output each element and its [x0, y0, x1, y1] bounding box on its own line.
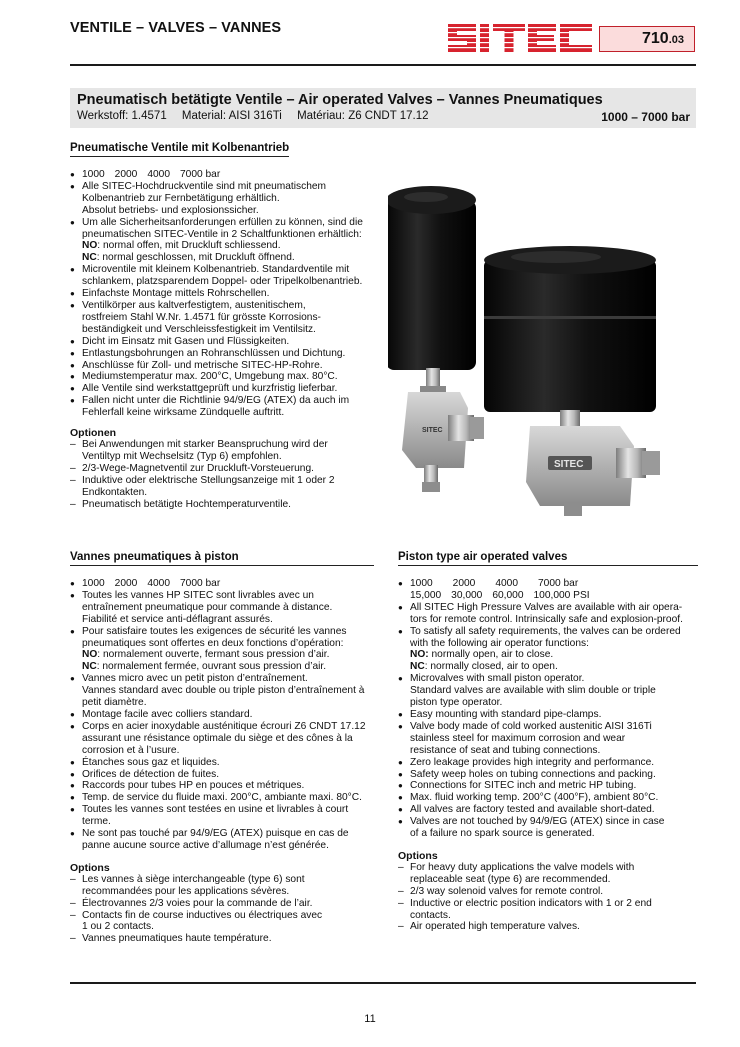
- bullet-list-de: [70, 169, 372, 419]
- option-item: – 2/3-Wege-Magnetventil zur Druckluft-Vorsteuerung.: [70, 463, 372, 475]
- section-german: [70, 138, 372, 510]
- list-item: ● 1000 2000 4000 7000 bar 15,000 30,000 60,000 100,000 PSI: [398, 578, 698, 602]
- header-rule: [70, 64, 696, 66]
- page-code-box: [599, 26, 695, 52]
- materials-line: [77, 109, 689, 124]
- list-item: ● Anschlüsse für Zoll- und metrische SITEC-HP-Rohre.: [70, 360, 372, 372]
- list-item: ● Microventile mit kleinem Kolbenantrieb. Standardventile mit schlankem, platzsparendem Doppel- oder Tripelkolbenantrieb.: [70, 264, 372, 288]
- section-english: [398, 550, 698, 933]
- section-french: [70, 550, 374, 945]
- list-item: ● Connections for SITEC inch and metric HP tubing.: [398, 780, 698, 792]
- title-box: [70, 88, 696, 128]
- material-de: Werkstoff: 1.4571: [77, 110, 167, 122]
- pressure-range: 1000 – 7000 bar: [601, 110, 690, 124]
- option-item: – Électrovannes 2/3 voies pour la commande de l’air.: [70, 898, 374, 910]
- list-item: ● Toutes les vannes sont testées en usine et livrables à court terme.: [70, 804, 374, 828]
- section-heading-fr: Vannes pneumatiques à piston: [70, 550, 374, 566]
- list-item: ● 1000 2000 4000 7000 bar: [70, 578, 374, 590]
- list-item: ● 1000 2000 4000 7000 bar: [70, 169, 372, 181]
- list-item: ● Corps en acier inoxydable austénitique écrouri Z6 CNDT 17.12 assurant une résistance optimale du siège et des cônes à la corrosion et à l’usure.: [70, 721, 374, 757]
- options-heading-en: Options: [398, 849, 438, 862]
- list-item: ● Fallen nicht unter die Richtlinie 94/9/EG (ATEX) da auch im Fehlerfall keine wirksame Zündquelle auftritt.: [70, 395, 372, 419]
- list-item: ● Easy mounting with standard pipe-clamps.: [398, 709, 698, 721]
- list-item: ● Microvalves with small piston operator. Standard valves are available with slim double or triple piston type operator.: [398, 673, 698, 709]
- sitec-logo: [446, 22, 594, 54]
- list-item: ● To satisfy all safety requirements, the valves can be ordered with the following air operator functions: NO: normally open, air to close. NC: normally closed, air to open.: [398, 626, 698, 674]
- list-item: ● All valves are factory tested and available short-dated.: [398, 804, 698, 816]
- list-item: ● Ventilkörper aus kaltverfestigtem, austenitischem, rostfreiem Stahl W.Nr. 1.4571 für grösste Korrosions- beständigkeit und Verschleissfestigkeit im Ventilsitz.: [70, 300, 372, 336]
- list-item: ● Temp. de service du fluide maxi. 200°C, ambiante maxi. 80°C.: [70, 792, 374, 804]
- list-item: ● Entlastungsbohrungen an Rohranschlüssen und Dichtung.: [70, 348, 372, 360]
- list-item: ● Mediumstemperatur max. 200°C, Umgebung max. 80°C.: [70, 371, 372, 383]
- list-item: ● Vannes micro avec un petit piston d’entraînement. Vannes standard avec double ou triple piston d’entraînement à petit diamètre.: [70, 673, 374, 709]
- footer-rule: [70, 982, 696, 984]
- list-item: ● Valve body made of cold worked austenitic AISI 316Ti stainless steel for maximum corrosion and wear resistance of seat and tubing connections.: [398, 721, 698, 757]
- options-heading-de: Optionen: [70, 427, 117, 440]
- header-title: VENTILE – VALVES – VANNES: [70, 20, 282, 36]
- list-item: ● Étanches sous gaz et liquides.: [70, 757, 374, 769]
- list-item: ● Montage facile avec colliers standard.: [70, 709, 374, 721]
- list-item: ● Um alle Sicherheitsanforderungen erfüllen zu können, sind die pneumatischen SITEC-Ventile in 2 Schaltfunktionen erhältlich: NO: normal offen, mit Druckluft schliessend. NC: normal geschlossen, mit Druckluft öffnend.: [70, 217, 372, 265]
- option-item: – Pneumatisch betätigte Hochtemperaturventile.: [70, 499, 372, 511]
- option-item: – For heavy duty applications the valve models with replaceable seat (type 6) are recommended.: [398, 862, 698, 886]
- list-item: ● Safety weep holes on tubing connections and packing.: [398, 769, 698, 781]
- main-title: Pneumatisch betätigte Ventile – Air operated Valves – Vannes Pneumatiques: [77, 92, 603, 108]
- small-valve: [388, 186, 484, 492]
- option-item: – Contacts fin de course inductives ou électriques avec 1 ou 2 contacts.: [70, 910, 374, 934]
- page-number: 11: [364, 1013, 376, 1025]
- option-item: – Vannes pneumatiques haute température.: [70, 933, 374, 945]
- list-item: ● Alle SITEC-Hochdruckventile sind mit pneumatischem Kolbenantrieb zur Fernbetätigung erhältlich. Absolut betriebs- und explosionssicher.: [70, 181, 372, 217]
- list-item: ● Zero leakage provides high integrity and performance.: [398, 757, 698, 769]
- list-item: ● Max. fluid working temp. 200°C (400°F), ambient 80°C.: [398, 792, 698, 804]
- page-code-main: 710: [642, 30, 669, 47]
- large-valve-label: SITEC: [554, 459, 584, 470]
- list-item: ● Pour satisfaire toutes les exigences de sécurité les vannes pneumatiques sont offertes en deux fonctions d’opération: NO: normalement ouverte, fermant sous pression d’air. NC: normalement fermée, ouvrant sous pression d’air.: [70, 626, 374, 674]
- list-item: ● Valves are not touched by 94/9/EG (ATEX) since in case of a failure no spark source is generated.: [398, 816, 698, 840]
- list-item: ● Toutes les vannes HP SITEC sont livrables avec un entraînement pneumatique pour commande à distance. Fiabilité et service anti-déflagrant assurés.: [70, 590, 374, 626]
- list-item: ● Raccords pour tubes HP en pouces et métriques.: [70, 780, 374, 792]
- list-item: ● All SITEC High Pressure Valves are available with air opera- tors for remote control. Intrinsically safe and explosion-proof.: [398, 602, 698, 626]
- section-heading-en: Piston type air operated valves: [398, 550, 698, 566]
- list-item: ● Alle Ventile sind werkstattgeprüft und kurzfristig lieferbar.: [70, 383, 372, 395]
- large-valve: [484, 246, 660, 516]
- option-item: – 2/3 way solenoid valves for remote control.: [398, 886, 698, 898]
- bullet-list-fr: [70, 578, 374, 852]
- option-item: – Air operated high temperature valves.: [398, 921, 698, 933]
- product-photo: [388, 160, 708, 520]
- option-item: – Bei Anwendungen mit starker Beanspruchung wird der Ventiltyp mit Wechselsitz (Typ 6) empfohlen.: [70, 439, 372, 463]
- bullet-list-en: [398, 578, 698, 840]
- section-heading-de: Pneumatische Ventile mit Kolbenantrieb: [70, 141, 289, 157]
- material-en: Material: AISI 316Ti: [181, 110, 282, 122]
- small-valve-label: SITEC: [422, 427, 443, 434]
- option-item: – Les vannes à siège interchangeable (type 6) sont recommandées pour les applications sévères.: [70, 874, 374, 898]
- page-code-sub: .03: [668, 34, 684, 46]
- material-fr: Matériau: Z6 CNDT 17.12: [297, 110, 429, 122]
- list-item: ● Orifices de détection de fuites.: [70, 769, 374, 781]
- list-item: ● Einfachste Montage mittels Rohrschellen.: [70, 288, 372, 300]
- list-item: ● Dicht im Einsatz mit Gasen und Flüssigkeiten.: [70, 336, 372, 348]
- option-item: – Induktive oder elektrische Stellungsanzeige mit 1 oder 2 Endkontakten.: [70, 475, 372, 499]
- option-item: – Inductive or electric position indicators with 1 or 2 end contacts.: [398, 898, 698, 922]
- list-item: ● Ne sont pas touché par 94/9/EG (ATEX) puisque en cas de panne aucune source active d’allumage n’est générée.: [70, 828, 374, 852]
- options-heading-fr: Options: [70, 861, 110, 874]
